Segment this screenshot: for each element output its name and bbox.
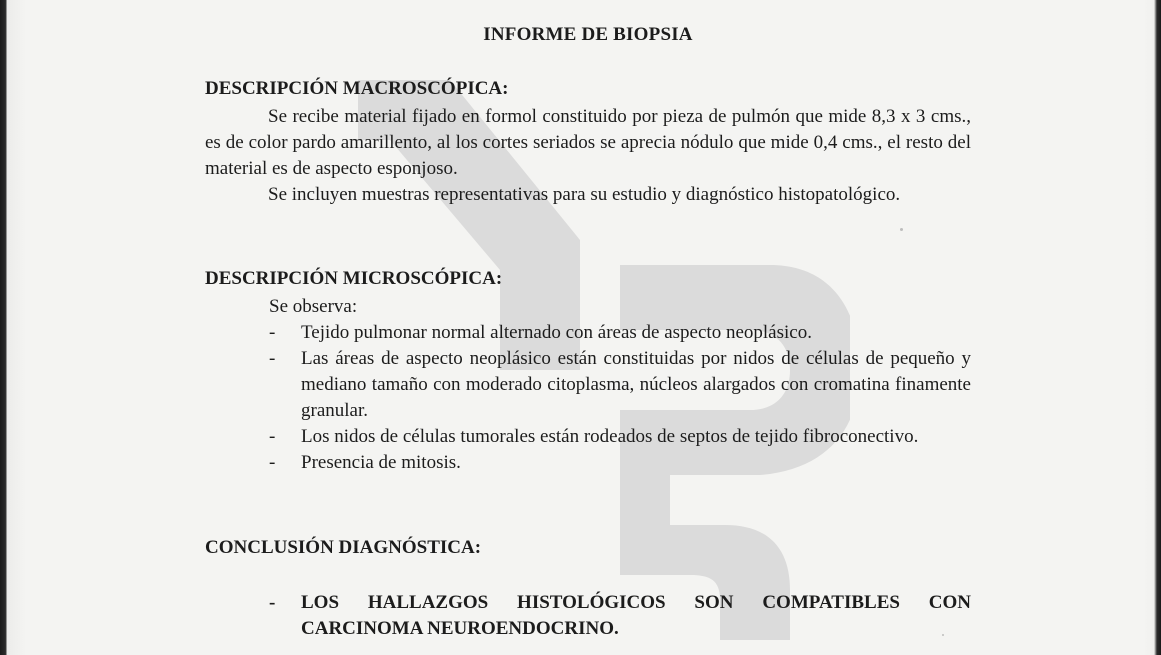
list-item — [269, 320, 971, 346]
microscopic-heading: DESCRIPCIÓN MICROSCÓPICA: — [205, 268, 503, 289]
list-bullet: - — [269, 322, 276, 343]
finding-text: Presencia de mitosis. — [301, 452, 461, 473]
macroscopic-paragraph: Se incluyen muestras representativas para su estudio y diagnóstico histopatológico. — [268, 184, 901, 205]
list-bullet: - — [269, 426, 276, 447]
finding-text: Las áreas de aspecto neoplásico están constituidas por nidos de células de pequeño y mediano tamaño con moderado citoplasma, núcleos alargados con cromatina finamente granular. — [301, 348, 971, 421]
list-item — [269, 346, 971, 424]
report-title: INFORME DE BIOPSIA — [483, 24, 693, 45]
list-item — [269, 450, 971, 476]
macroscopic-heading: DESCRIPCIÓN MACROSCÓPICA: — [205, 78, 509, 99]
scan-speck — [900, 228, 903, 231]
finding-text: Tejido pulmonar normal alternado con áreas de aspecto neoplásico. — [301, 322, 812, 343]
list-bullet: - — [269, 592, 276, 613]
conclusion-text: LOS HALLAZGOS HISTOLÓGICOS SON COMPATIBLES CON CARCINOMA NEUROENDOCRINO. — [301, 592, 971, 639]
macroscopic-description — [205, 104, 971, 208]
conclusion-list — [269, 590, 971, 642]
list-item — [269, 424, 971, 450]
list-bullet: - — [269, 452, 276, 473]
macroscopic-paragraph: Se recibe material fijado en formol constituido por pieza de pulmón que mide 8,3 x 3 cms., es de color pardo amarillento, al los cortes seriados se aprecia nódulo que mide 0,4 cms., el resto del material es de aspecto esponjoso. — [205, 106, 971, 179]
microscopic-findings-list — [269, 320, 971, 476]
list-bullet: - — [269, 348, 276, 369]
list-item — [269, 590, 971, 642]
scan-speck — [942, 634, 944, 636]
conclusion-heading: CONCLUSIÓN DIAGNÓSTICA: — [205, 537, 482, 558]
finding-text: Los nidos de células tumorales están rodeados de septos de tejido fibroconectivo. — [301, 426, 919, 447]
microscopic-intro: Se observa: — [269, 296, 358, 317]
